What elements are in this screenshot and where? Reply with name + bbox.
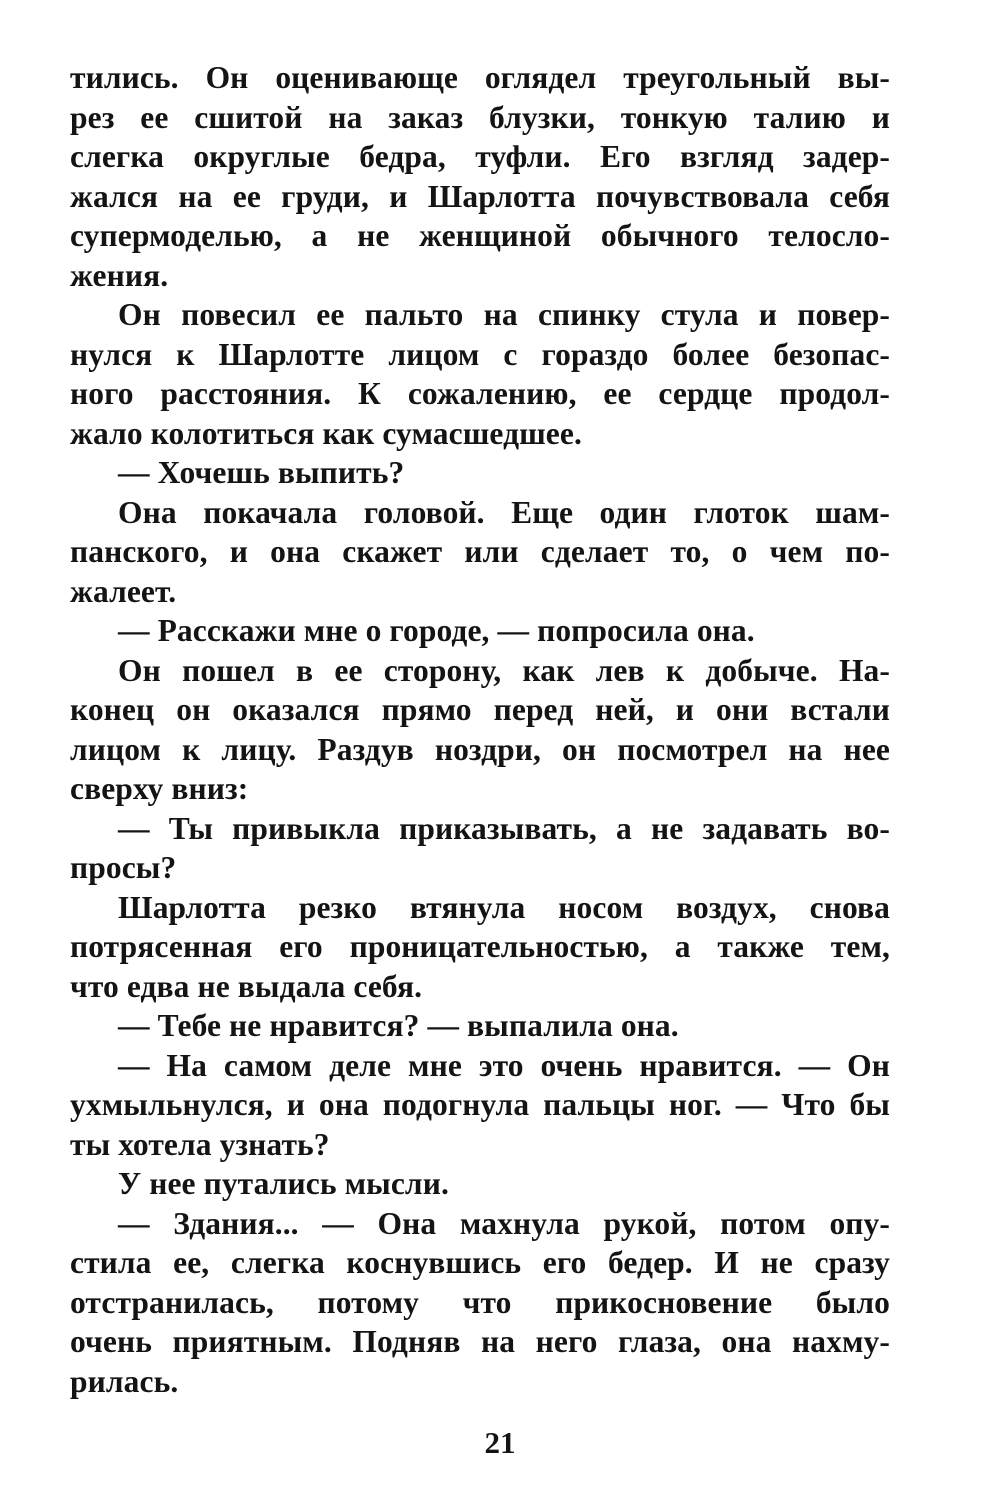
page-body xyxy=(70,58,890,1401)
text-line: рез ее сшитой на заказ блузки, тонкую талию и xyxy=(70,99,890,135)
text-line: — Здания... — Она махнула рукой, потом опу- xyxy=(118,1205,890,1241)
text-line: — На самом деле мне это очень нравится. — Он xyxy=(118,1047,890,1083)
text-line: потрясенная его проницательностью, а также тем, xyxy=(70,929,890,964)
text-line: отстранилась, потому что прикосновение было xyxy=(70,1284,890,1320)
text-line: лицом к лицу. Раздув ноздри, он посмотрел на нее xyxy=(70,731,890,767)
text-line: Шарлотта резко втянула носом воздух, снова xyxy=(118,889,890,925)
text-line: Она покачала головой. Еще один глоток шам- xyxy=(118,494,890,530)
text-line: ного расстояния. К сожалению, ее сердце продол- xyxy=(70,376,890,411)
text-line: что едва не выдала себя. xyxy=(70,968,423,1004)
text-line: жалеет. xyxy=(70,573,177,609)
text-line: очень приятным. Подняв на него глаза, она нахму- xyxy=(70,1324,890,1359)
text-line: Он пошел в ее сторону, как лев к добыче. На- xyxy=(118,652,890,688)
text-line: — Тебе не нравится? — выпалила она. xyxy=(118,1008,679,1043)
text-line: У нее путались мысли. xyxy=(118,1166,449,1201)
text-line: конец он оказался прямо перед ней, и они встали xyxy=(70,692,890,727)
text-line: нулся к Шарлотте лицом с гораздо более безопас- xyxy=(70,336,890,372)
text-line: ты хотела узнать? xyxy=(70,1126,330,1162)
text-line: — Хочешь выпить? xyxy=(118,455,405,490)
text-line: панского, и она скажет или сделает то, о чем по- xyxy=(70,534,890,569)
text-line: стила ее, слегка коснувшись его бедер. И не сразу xyxy=(70,1245,890,1280)
text-line: рилась. xyxy=(70,1363,179,1399)
text-line: Он повесил ее пальто на спинку стула и повер- xyxy=(118,297,890,332)
text-line: — Расскажи мне о городе, — попросила она. xyxy=(118,613,755,648)
text-line: тились. Он оценивающе оглядел треугольный вы- xyxy=(70,60,890,95)
text-line: жался на ее груди, и Шарлотта почувствовала себя xyxy=(70,178,890,214)
text-line: слегка округлые бедра, туфли. Его взгляд задер- xyxy=(70,139,890,174)
text-line: — Ты привыкла приказывать, а не задавать во- xyxy=(118,810,890,846)
text-line: жения. xyxy=(70,257,169,293)
page-number: 21 xyxy=(484,1425,516,1460)
text-line: просы? xyxy=(70,850,177,885)
text-line: жало колотиться как сумасшедшее. xyxy=(70,415,582,451)
text-line: супермоделью, а не женщиной обычного телосло- xyxy=(70,218,890,253)
text-line: сверху вниз: xyxy=(70,771,249,806)
text-line: ухмыльнулся, и она подогнула пальцы ног. — Что бы xyxy=(70,1087,890,1122)
